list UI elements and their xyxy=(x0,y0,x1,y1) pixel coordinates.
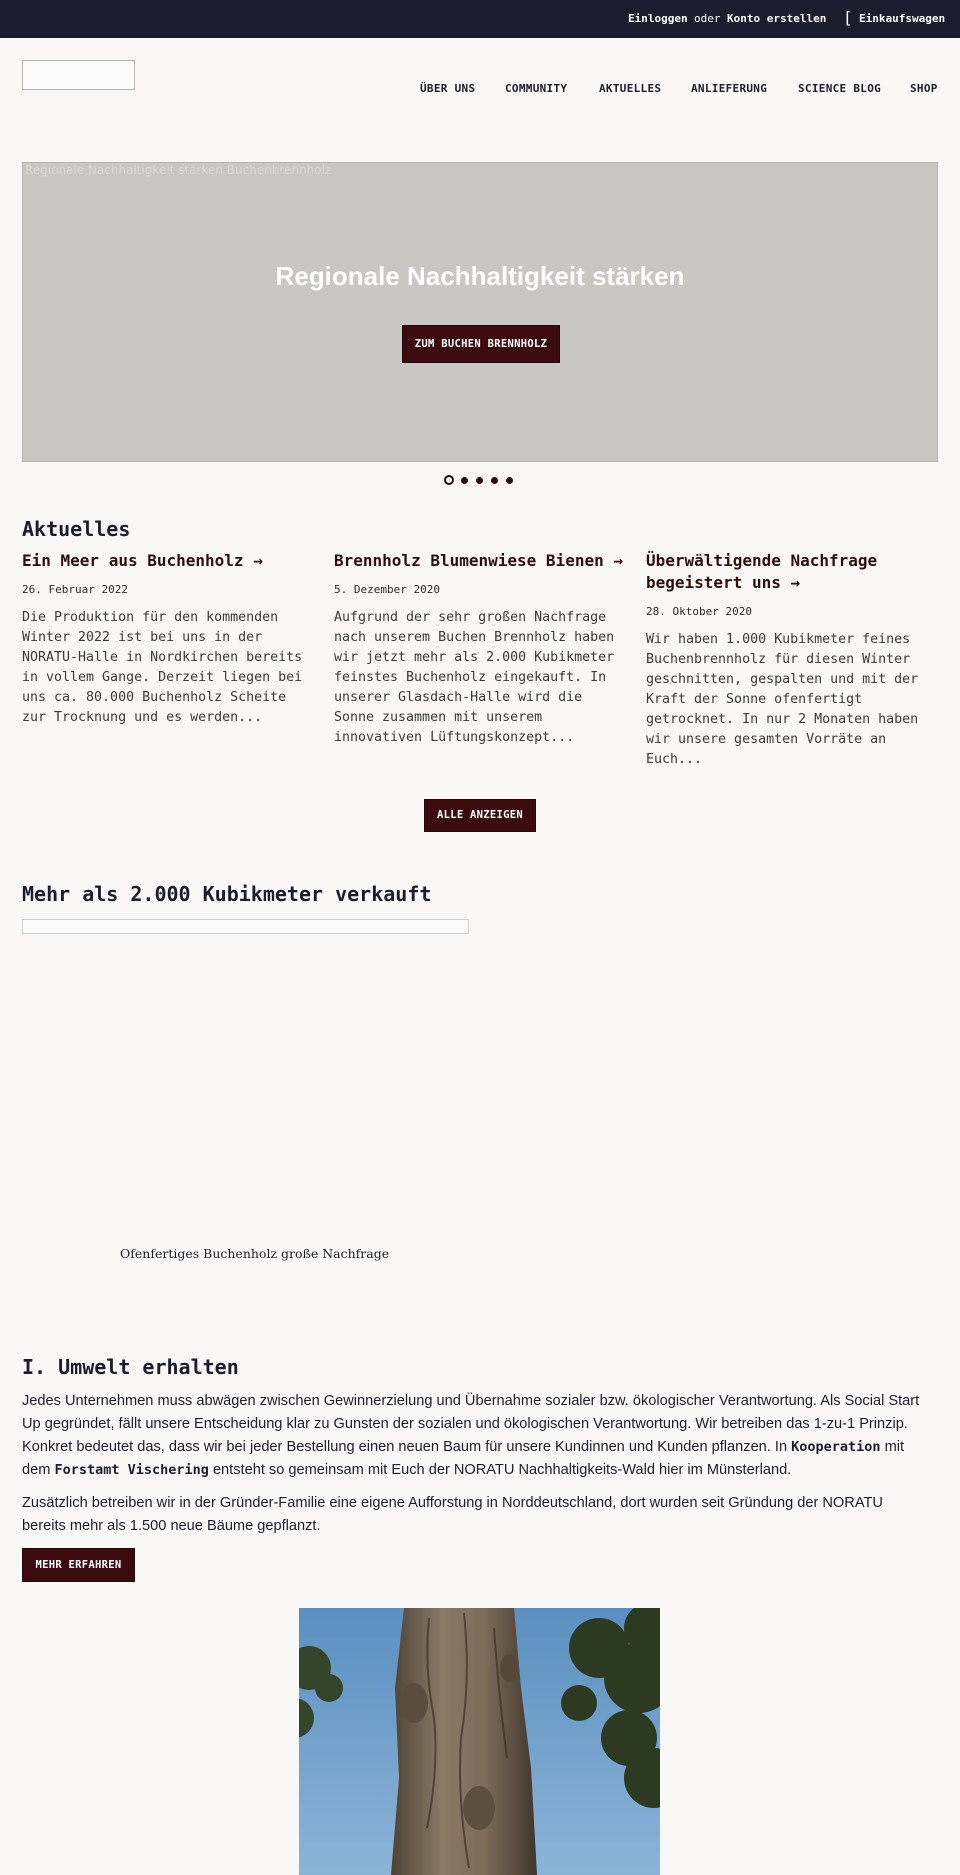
nav-item-community[interactable]: COMMUNITY xyxy=(505,82,568,95)
nav-item-science-blog[interactable]: SCIENCE BLOG xyxy=(798,82,882,95)
news-article-3 xyxy=(646,550,936,770)
news-article-excerpt: Die Produktion für den kommenden Winter 2022 ist bei uns in der NORATU-Halle in Nordkirchen bereits in vollem Gange. Derzeit liegen bei uns ca. 80.000 Buchenholz Scheite zur Trocknung und es werden... xyxy=(22,610,303,725)
slider-dot-5[interactable] xyxy=(506,477,513,484)
slider-dot-3[interactable] xyxy=(476,477,483,484)
news-article-excerpt: Wir haben 1.000 Kubikmeter feines Buchenbrennholz für diesen Winter geschnitten, gespalten und mit der Kraft der Sonne ofenfertigt getrocknet. In nur 2 Monaten haben wir unsere gesamten Vorräte an Euch... xyxy=(646,632,919,767)
slider-dot-1[interactable] xyxy=(444,475,454,485)
video-caption: Ofenfertiges Buchenholz große Nachfrage xyxy=(120,1246,390,1261)
news-article-2 xyxy=(334,550,624,748)
tree-trunk-image xyxy=(299,1608,660,1875)
umwelt-paragraph-2: Zusätzlich betreiben wir in der Gründer-Familie eine eigene Aufforstung in Norddeutschland, dort wurden seit Gründung der NORATU bereits mehr als 1.500 neue Bäume gepflanzt. xyxy=(22,1495,883,1534)
umwelt-text: Jedes Unternehmen muss abwägen zwischen Gewinnerzielung und Übernahme sozialer bzw. ökologischer Verantwortung. Als Social Start Up gegründet, fällt unsere Entscheidung klar zu Gunsten der sozialen und ökologischen Verantwortung. Wir betreiben das 1-zu-1 Prinzip. Konkret bedeutet das, dass wir bei jeder Bestellung einen neuen Baum für unsere Kundinnen und Kunden pflanzen. In xyxy=(22,1393,920,1455)
nav-item-aktuelles[interactable]: AKTUELLES xyxy=(599,82,662,95)
video-heading: Mehr als 2.000 Kubikmeter verkauft xyxy=(22,882,432,906)
news-article-title[interactable]: Überwältigende Nachfrage begeistert uns → xyxy=(646,551,878,592)
umwelt-text: entsteht so gemeinsam mit Euch der NORATU Nachhaltigkeits-Wald hier im Münsterland. xyxy=(208,1462,792,1478)
top-utility-bar xyxy=(0,0,960,38)
login-link[interactable]: Einloggen xyxy=(628,12,688,25)
umwelt-heading: I. Umwelt erhalten xyxy=(22,1355,239,1379)
news-article-title[interactable]: Ein Meer aus Buchenholz → xyxy=(22,551,263,570)
news-heading: Aktuelles xyxy=(22,517,131,541)
news-article-excerpt: Aufgrund der sehr großen Nachfrage nach unserem Buchen Brennholz haben wir jetzt mehr als 2.000 Kubikmeter feinstes Buchenholz eingekauft. In unserer Glasdach-Halle wird die Sonne zusammen mit unserem innovativen Lüftungskonzept... xyxy=(334,610,615,745)
nav-item-anlieferung[interactable]: ANLIEFERUNG xyxy=(691,82,768,95)
slider-dot-2[interactable] xyxy=(461,477,468,484)
forstamt-text: Forstamt Vischering xyxy=(54,1462,209,1478)
news-article-date: 5. Dezember 2020 xyxy=(334,583,440,596)
site-logo[interactable] xyxy=(22,60,135,90)
nav-item-shop[interactable]: SHOP xyxy=(910,82,938,95)
hero-image-alt: Regionale Nachhaltigkeit stärken Buchenbrennholz xyxy=(25,163,332,177)
or-text: oder xyxy=(694,12,721,25)
hero-cta-button[interactable]: ZUM BUCHEN BRENNHOLZ xyxy=(402,325,560,363)
learn-more-button[interactable]: MEHR ERFAHREN xyxy=(22,1548,135,1582)
news-article-title[interactable]: Brennholz Blumenwiese Bienen → xyxy=(334,551,623,570)
nav-item-ueber-uns[interactable]: ÜBER UNS xyxy=(420,82,476,95)
all-news-button[interactable]: ALLE ANZEIGEN xyxy=(424,799,536,832)
video-player[interactable] xyxy=(22,919,469,934)
tree-trunk-illustration xyxy=(299,1608,660,1875)
hero-title: Regionale Nachhaltigkeit stärken xyxy=(275,261,685,291)
news-article-1 xyxy=(22,550,312,728)
cart-icon[interactable]: [ xyxy=(843,8,853,27)
news-article-date: 28. Oktober 2020 xyxy=(646,605,752,618)
umwelt-text: mit dem xyxy=(22,1439,905,1478)
news-article-date: 26. Februar 2022 xyxy=(22,583,128,596)
hero-slider xyxy=(22,162,938,462)
umwelt-paragraph-1 xyxy=(22,1390,922,1482)
cart-link[interactable]: Einkaufswagen xyxy=(859,12,946,25)
register-link[interactable]: Konto erstellen xyxy=(727,12,827,25)
slider-dot-4[interactable] xyxy=(491,477,498,484)
kooperation-text: Kooperation xyxy=(791,1439,881,1455)
